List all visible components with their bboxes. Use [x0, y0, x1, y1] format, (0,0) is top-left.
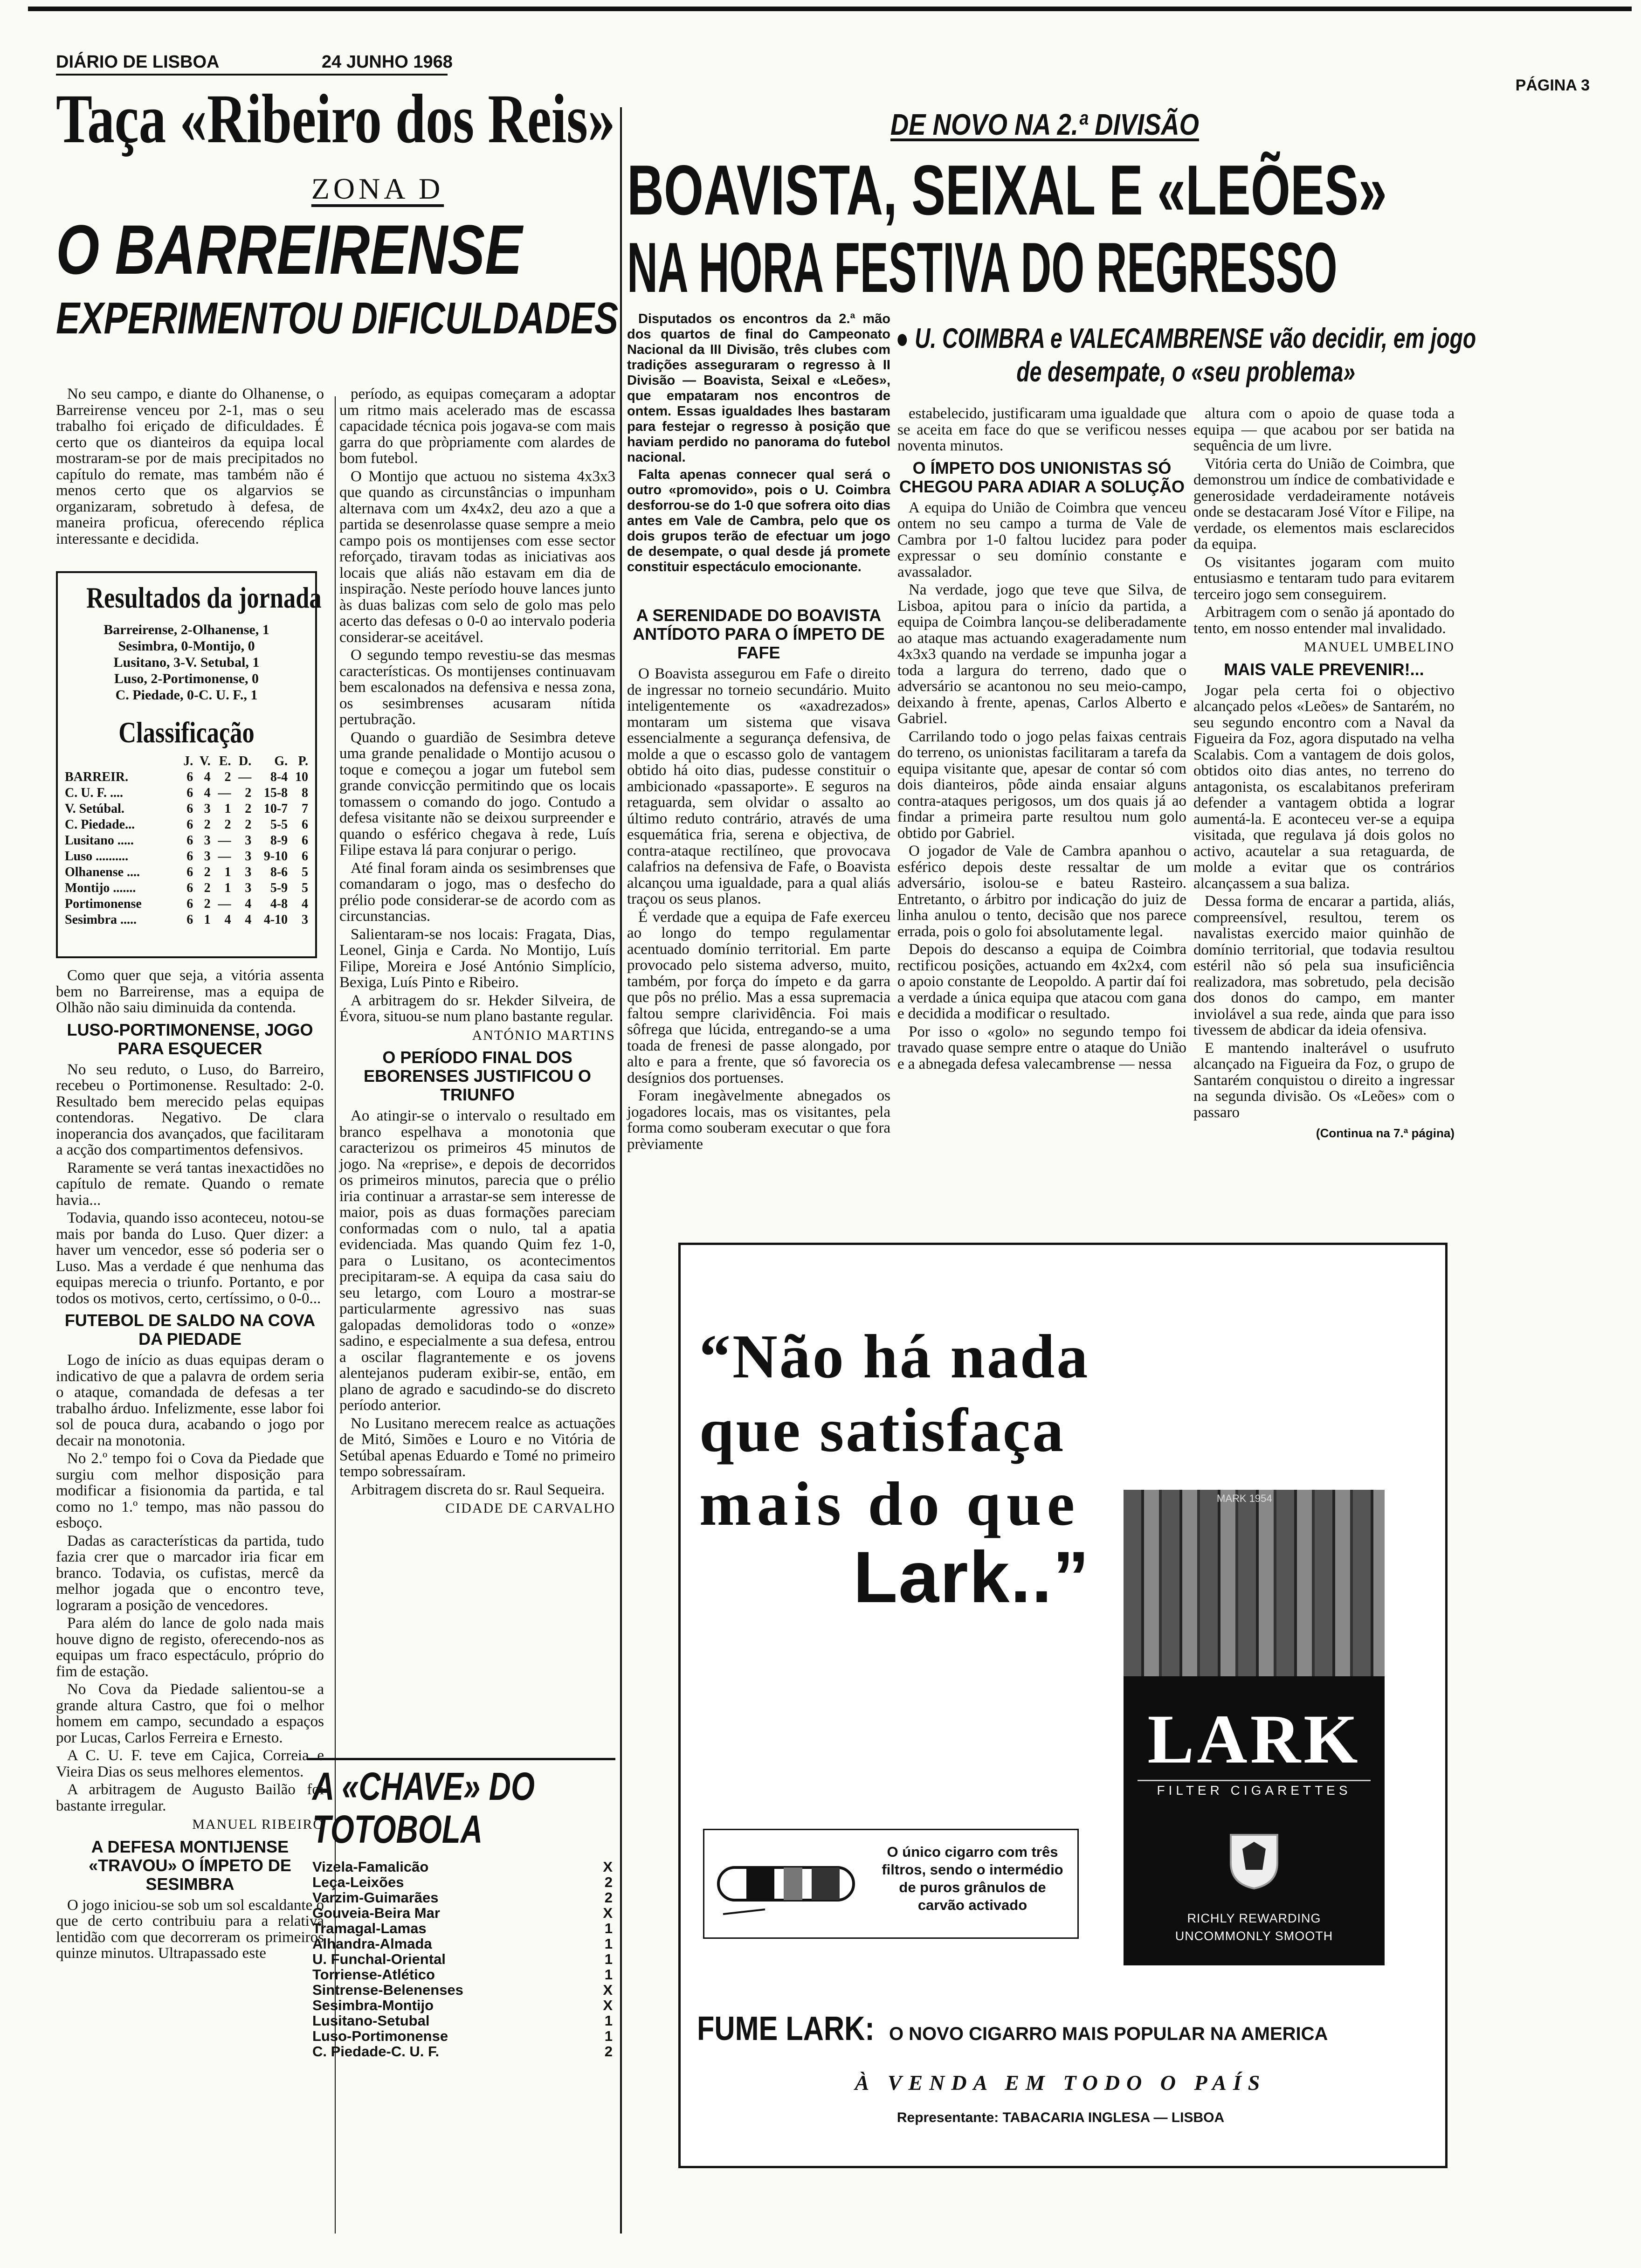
- right-deck: [895, 322, 1476, 389]
- body-paragraph: Dessa forma de encarar a partida, aliás, compreensível, resultou, terem os navalistas exercido maior quinhão de domínio territorial, que todavia resultou estéril não só pela sua insuficiência realizadora, mas sobretudo, pela decisão dos donos do campo, em manter inviolável a sua rede, ainda que para isso tivessem de abdicar da ideia ofensiva.: [1193, 893, 1455, 1038]
- totobola-row: [312, 2044, 613, 2059]
- right-column-1: [627, 606, 890, 1154]
- body-paragraph: No 2.º tempo foi o Cova da Piedade que surgiu com melhor disposição para modificar a fisionomia da partida, e tal como no 1.º tempo, mas não passou do esboço.: [56, 1450, 324, 1531]
- results-list: [64, 622, 309, 703]
- section-heading-cova: FUTEBOL DE SALDO NA COVA DA PIEDADE: [64, 1311, 316, 1348]
- table-row: [64, 896, 309, 912]
- page-number: PÁGINA 3: [1515, 76, 1590, 94]
- byline: ANTÓNIO MARTINS: [472, 1027, 615, 1043]
- right-kicker-text: DE NOVO NA 2.ª DIVISÃO: [890, 108, 1199, 141]
- table-cell: 1: [224, 865, 231, 879]
- totobola-row: [312, 1905, 613, 1921]
- column-rule-main: [620, 107, 622, 2233]
- body-paragraph: Por isso o «golo» no segundo tempo foi travado quase sempre entre o ataque do União e a abnegada defesa valecambrense — nessa: [897, 1023, 1186, 1072]
- column-header: G.: [274, 754, 288, 768]
- ad-representative: Representante: TABACARIA INGLESA — LISBOA: [896, 2110, 1225, 2125]
- table-cell: 2: [245, 786, 252, 800]
- pack-tagline-2: UNCOMMONLY SMOOTH: [1175, 1929, 1333, 1943]
- right-title-line-1: BOAVISTA, SEIXAL E «LEÕES»: [627, 151, 1387, 230]
- top-rule: [28, 7, 1632, 11]
- table-cell: 8-9: [270, 833, 288, 848]
- totobola-pick: 1: [604, 2028, 613, 2044]
- table-cell: 6: [186, 913, 193, 927]
- table-cell: 6: [302, 817, 308, 832]
- lead-paragraph: Falta apenas connecer qual será o outro «promovido», pois o U. Coimbra desforrou-se do 1-0 que sofrera oito dias antes em Vale de Cambra, pelo que os dois grupos terão de efectuar um jogo de desempate, o qual desde já promete constituir espectáculo emocionante.: [627, 467, 890, 574]
- table-cell: 6: [186, 802, 193, 816]
- table-cell: 15-8: [263, 786, 288, 800]
- totobola-match: Luso-Portimonense: [312, 2028, 448, 2044]
- table-cell: 6: [186, 897, 193, 911]
- table-cell: 2: [204, 865, 211, 879]
- right-lead: [627, 311, 890, 577]
- totobola-match: Tramagal-Lamas: [312, 1920, 427, 1936]
- table-cell: 8-6: [270, 865, 288, 879]
- body-paragraph: O segundo tempo revestiu-se das mesmas características. Os montijenses continuavam bem escalonados na defensiva e nessa zona, os sesimbrenses acusaram nítida pertubração.: [339, 647, 615, 728]
- section-heading-serenidade: A SERENIDADE DO BOAVISTA ANTÍDOTO PARA O ÍMPETO DE FAFE: [633, 606, 885, 662]
- totobola-match: Vizela-Famalicão: [312, 1859, 429, 1875]
- totobola-pick: 1: [604, 1936, 613, 1952]
- table-cell: 9-10: [263, 849, 288, 864]
- pack-body: [1124, 1676, 1385, 1965]
- body-paragraph: estabelecido, justificaram uma igualdade que se aceita em face do que se verificou nesses noventa minutos.: [897, 405, 1186, 454]
- totobola-row: [312, 2028, 613, 2044]
- body-paragraph: altura com o apoio de quase toda a equipa — que acabou por ser batida na sequência de um livre.: [1193, 405, 1455, 454]
- section-heading-defesa: A DEFESA MONTIJENSE «TRAVOU» O ÍMPETO DE SESIMBRA: [89, 1837, 291, 1894]
- pack-filter-text: FILTER CIGARETTES: [1138, 1780, 1371, 1798]
- crest-icon: [1226, 1830, 1282, 1891]
- table-row: [64, 880, 309, 896]
- table-cell: 3: [204, 833, 211, 848]
- body-paragraph: Quando o guardião de Sesimbra deteve uma grande penalidade o Montijo acusou o toque e começou a jogar um futebol sem grande convicção permitindo que os locais tomassem o comando do jogo. Contudo a defesa visitante não se deixou surpreender e quando o esférico chegava à rede, Luís Filipe estava lá para conjurar o perigo.: [339, 729, 615, 858]
- byline: MANUEL UMBELINO: [1303, 639, 1455, 655]
- totobola-row: [312, 2013, 613, 2028]
- totobola-row: [312, 1890, 613, 1905]
- classification-table: [64, 754, 309, 928]
- table-cell: 3: [204, 849, 211, 864]
- body-paragraph: É verdade que a equipa de Fafe exerceu ao longo do tempo regulamentar acentuado domínio territorial. Em parte provocado pelo sistema adverso, muito, também, por força do ímpeto e da garra que pôs no prélio. Mas a essa supremacia faltou sempre clarividência. Foi mais sôfrega que lúcida, entregando-se a uma toada de frenesi de passe alongado, por alto e para a frente, que só favorecia os desígnios dos portuenses.: [627, 908, 890, 1086]
- table-cell: Portimonense: [65, 897, 142, 911]
- body-paragraph: Como quer que seja, a vitória assenta bem no Barreirense, mas a equipa de Olhão não saiu diminuida da contenda.: [56, 967, 324, 1016]
- issue-date: 24 JUNHO 1968: [322, 52, 453, 72]
- table-cell: 4: [204, 786, 211, 800]
- kicker-title: Taça «Ribeiro dos Reis»: [56, 80, 615, 158]
- body-paragraph: Dadas as características da partida, tudo fazia crer que o marcador iria ficar em branco. Todavia, os cufistas, mercê da melhor jogada que o encontro teve, lograram a posição de vencedores.: [56, 1532, 324, 1614]
- table-cell: 1: [224, 802, 231, 816]
- right-column-3: [1193, 406, 1455, 1141]
- table-cell: 1: [204, 913, 211, 927]
- table-cell: 6: [186, 770, 193, 784]
- classification-heading: Classificação: [118, 716, 255, 749]
- totobola-title: A «CHAVE» DO TOTOBOLA: [312, 1764, 535, 1851]
- pack-brand: LARK: [1147, 1701, 1361, 1778]
- body-paragraph: Jogar pela certa foi o objectivo alcançado pelos «Leões» de Santarém, no seu segundo encontro com a Naval da Figueira da Foz, agora disputado na velha Scalabis. Com a vantagem de dois golos, obtidos oito dias antes, no terreno do antagonista, os escalabitanos preferiram defender a vantagem obtida a lograr aumentá-la. E aconteceu ver-se a equipa visitada, que regulava já dois golos no activo, acautelar a sua retaguarda, de molde a evitar que os contrários alcançassem a sua baliza.: [1193, 682, 1455, 892]
- table-cell: 3: [245, 849, 252, 864]
- section-heading-impeto: O ÍMPETO DOS UNIONISTAS SÓ CHEGOU PARA ADIAR A SOLUÇÃO: [899, 458, 1185, 496]
- bullet-icon: ●: [896, 323, 909, 354]
- left-column-1: [56, 386, 324, 549]
- table-cell: 10-7: [263, 802, 288, 816]
- body-paragraph: período, as equipas começaram a adoptar um ritmo mais acelerado mas de escassa capacidade técnica pois jogava-se com mais garra do que pròpriamente com alardes de bom futebol.: [339, 386, 615, 467]
- right-kicker: [890, 107, 1199, 142]
- paper-name: DIÁRIO DE LISBOA: [56, 52, 220, 72]
- table-cell: —: [218, 786, 231, 800]
- table-cell: 2: [245, 817, 252, 832]
- totobola-pick: 2: [604, 1889, 613, 1906]
- totobola-match: Sesimbra-Montijo: [312, 1997, 434, 2013]
- fume-label: FUME LARK:: [697, 2010, 875, 2047]
- totobola-match: Lusitano-Setubal: [312, 2012, 430, 2029]
- left-title-block: [56, 80, 619, 344]
- totobola-match: C. Piedade-C. U. F.: [312, 2043, 440, 2060]
- table-cell: 4-8: [270, 897, 288, 911]
- table-cell: 2: [224, 770, 231, 784]
- table-row: [64, 769, 309, 785]
- continued-note: (Continua na 7.ª página): [1316, 1126, 1455, 1140]
- table-cell: 5: [302, 865, 308, 879]
- totobola-row: [312, 1936, 613, 1951]
- column-header: P.: [298, 754, 308, 768]
- table-cell: Montijo .......: [65, 881, 136, 895]
- table-cell: 2: [204, 897, 211, 911]
- table-cell: 5-5: [270, 817, 288, 832]
- totobola-row: [312, 1982, 613, 1998]
- table-cell: 8: [302, 786, 308, 800]
- main-title: O BARREIRENSE: [56, 210, 523, 289]
- table-cell: 6: [302, 849, 308, 864]
- table-cell: 6: [186, 833, 193, 848]
- body-paragraph: Foram inegàvelmente abnegados os jogadores locais, mas os visitantes, pela forma como souberam executar o que fora prèviamente: [627, 1087, 890, 1153]
- section-heading-luso: LUSO-PORTIMONENSE, JOGO PARA ESQUECER: [67, 1020, 313, 1058]
- deck-text: U. COIMBRA e VALECAMBRENSE vão decidir, em jogo de desempate, o «seu problema»: [915, 323, 1476, 387]
- column-header: V.: [200, 754, 211, 768]
- body-paragraph: No Lusitano merecem realce as actuações de Mitó, Simões e Louro e no Vitória de Setúbal apenas Eduardo e Tomé no primeiro tempo sobressaíram.: [339, 1415, 615, 1480]
- slogan-line: que satisfaça: [699, 1396, 1066, 1465]
- table-cell: —: [218, 897, 231, 911]
- table-cell: 2: [204, 817, 211, 832]
- table-row: [64, 785, 309, 801]
- totobola-pick: 1: [604, 2012, 613, 2029]
- body-paragraph: Carrilando todo o jogo pelas faixas centrais do terreno, os unionistas facilitaram a tarefa da equipa visitante que, apesar de contar só com dois dianteiros, pôde ainda ensaiar alguns contra-ataques perigosos, um dos quais já ao findar a primeira parte resultou num golo obtido por Gabriel.: [897, 728, 1186, 842]
- table-cell: 3: [245, 881, 252, 895]
- body-paragraph: E mantendo inalterável o usufruto alcançado na Figueira da Foz, o grupo de Santarém conquistou o direito a ingressar na segunda divisão. Os «Leões» com o passaro: [1193, 1039, 1455, 1121]
- totobola-match: Leça-Leixões: [312, 1874, 404, 1890]
- totobola-pick: 1: [604, 1966, 613, 1983]
- body-paragraph: A C. U. F. teve em Cajica, Correia e Vieira Dias os seus melhores elementos.: [56, 1747, 324, 1780]
- table-cell: 3: [204, 802, 211, 816]
- fume-slogan: O NOVO CIGARRO MAIS POPULAR NA AMERICA: [889, 2024, 1328, 2044]
- masthead-rule: [56, 74, 448, 76]
- table-cell: 1: [224, 881, 231, 895]
- body-paragraph: Arbitragem com o senão já apontado do tento, em nosso entender mal invalidado.: [1193, 604, 1455, 637]
- totobola-row: [312, 1951, 613, 1967]
- body-paragraph: Os visitantes jogaram com muito entusiasmo e tentaram tudo para evitarem terceiro jogo sem conseguirem.: [1193, 553, 1455, 603]
- totobola-row: [312, 1874, 613, 1890]
- body-paragraph: No seu reduto, o Luso, do Barreiro, recebeu o Portimonense. Resultado: 2-0. Resultado bem merecido pelas equipas contendoras. Negativo. De clara inoperancia dos avançados, que facilitaram a acção dos compartimentos defensivos.: [56, 1061, 324, 1158]
- table-cell: 6: [302, 833, 308, 848]
- body-paragraph: A equipa do União de Coimbra que venceu ontem no seu campo a turma de Vale de Cambra por 1-0 faltou lucidez para poder expressar o seu domínio constante e avassalador.: [897, 499, 1186, 581]
- slogan-line: Lark..”: [853, 1537, 1090, 1618]
- table-cell: 6: [186, 865, 193, 879]
- body-paragraph: O jogo iniciou-se sob um sol escaldante o que de certo contribuiu para a relativa lentidão com que decorreram os primeiros quinze minutos. Ultrapassado este: [56, 1896, 324, 1962]
- table-cell: C. U. F. ....: [65, 786, 123, 800]
- result-line: Luso, 2-Portimonense, 0: [114, 671, 259, 686]
- lark-advertisement: [678, 1243, 1448, 2168]
- body-paragraph: O Montijo que actuou no sistema 4x3x3 que quando as circunstâncias o impunham alternava com um 4x4x2, deu azo a que a partida se desenrolasse quase sempre a meio campo pois os montijenses com esse sector reforçado, tiravam todas as iniciativas aos locais que aliás não estavam em dia de inspiração. Neste período houve lances junto às duas balizas com selo de golo mas pelo acerto das defesas o 0-0 ao intervalo poderia considerar-se aceitável.: [339, 468, 615, 646]
- table-cell: 5-9: [270, 881, 288, 895]
- byline: CIDADE DE CARVALHO: [445, 1500, 615, 1516]
- table-cell: 4: [224, 913, 231, 927]
- table-row: [64, 833, 309, 849]
- filter-diagram-icon: [714, 1844, 863, 1923]
- column-header: [64, 754, 178, 769]
- table-header-row: [64, 754, 309, 769]
- result-line: Lusitano, 3-V. Setubal, 1: [113, 655, 260, 670]
- table-cell: 6: [186, 817, 193, 832]
- results-box: [56, 571, 322, 958]
- result-line: C. Piedade, 0-C. U. F., 1: [115, 687, 258, 703]
- filter-panel: [703, 1829, 1079, 1939]
- table-cell: 6: [186, 881, 193, 895]
- column-header: E.: [219, 754, 231, 768]
- totobola-row: [312, 1967, 613, 1982]
- table-row: [64, 801, 309, 817]
- slogan-line: mais do que: [699, 1469, 1081, 1538]
- filter-text: O único cigarro com três filtros, sendo o intermédio de puros grânulos de carvão activado: [882, 1844, 1063, 1913]
- body-paragraph: Todavia, quando isso aconteceu, notou-se mais por banda do Luso. Quer dizer: a haver um vencedor, esse só poderia ser o Luso. Mas a verdade é que nenhuma das equipas merecia o triunfo. Portanto, e por todos os motivos, certo, certíssimo, o 0-0...: [56, 1210, 324, 1307]
- left-column-1b: [56, 968, 324, 1964]
- table-cell: Luso ..........: [65, 849, 129, 864]
- column-header: D.: [239, 754, 252, 768]
- totobola-pick: X: [603, 1905, 613, 1921]
- table-row: [64, 912, 309, 928]
- table-cell: 3: [245, 865, 252, 879]
- body-paragraph: Depois do descanso a equipa de Coimbra rectificou posições, actuando em 4x2x4, com o apoio constante de Leopoldo. A partir daí foi a verdade a única equipa que atacou com gana e decidida a modificar o resultado.: [897, 941, 1186, 1022]
- body-paragraph: Arbitragem discreta do sr. Raul Sequeira.: [351, 1481, 605, 1498]
- body-paragraph: Para além do lance de golo nada mais houve digno de registo, oferecendo-nos as equipas um fraco espectáculo, próprio do fim de estação.: [56, 1615, 324, 1680]
- right-title-line-2: NA HORA FESTIVA DO REGRESSO: [627, 228, 1338, 307]
- totobola-list: [312, 1859, 613, 2059]
- totobola-match: U. Funchal-Oriental: [312, 1951, 446, 1967]
- body-paragraph: O Boavista assegurou em Fafe o direito de ingressar no torneio secundário. Muito inteligentemente os «axadrezados» montaram um sistema que visava essencialmente a segurança defensiva, de molde a que o escasso golo de vantagem obtido há oito dias, pudesse constituir o ambicionado «passaporte». E seguros na retaguarda, sem olvidar o assalto ao último reduto contrário, através de uma esquemática fria, serena e objectiva, de contra-ataque rectilíneo, que provocava calafrios na defensiva de Fafe, o Boavista alcançou uma igualdade, para a qual aliás traçou os seus planos.: [627, 665, 890, 907]
- totobola-row: [312, 1998, 613, 2013]
- table-cell: 4-10: [263, 913, 288, 927]
- totobola-match: Sintrense-Belenenses: [312, 1982, 463, 1998]
- body-paragraph: Logo de início as duas equipas deram o indicativo de que a palavra de ordem seria o ataque, comandada de defesas a ter trabalho árduo. Infelizmente, esse labor foi sol de pouca dura, acabando o jogo por decair na monotonia.: [56, 1352, 324, 1449]
- ad-slogan: [699, 1320, 1090, 1618]
- body-paragraph: No Cova da Piedade salientou-se a grande altura Castro, que foi o melhor homem em campo, secundado a espaços por Lucas, Carlos Ferreira e Ernesto.: [56, 1681, 324, 1746]
- body-paragraph: No seu campo, e diante do Olhanense, o Barreirense venceu por 2-1, mas o seu trabalho foi eriçado de dificuldades. É certo que os dianteiros da equipa local mostraram-se por de mais precipitados no capítulo do remate, mas também não é menos certo que os algarvios se organizaram, sobretudo à defesa, de maneira proficua, oferecendo réplica interessante e decidida.: [56, 386, 324, 547]
- totobola-pick: X: [603, 1982, 613, 1998]
- totobola-row: [312, 1921, 613, 1936]
- totobola-pick: 1: [604, 1951, 613, 1967]
- totobola-pick: X: [603, 1997, 613, 2013]
- left-column-2: [339, 386, 615, 1521]
- table-cell: 4: [245, 913, 252, 927]
- right-column-2: [897, 406, 1186, 1074]
- ad-fume-line: [697, 2010, 1434, 2048]
- section-heading-eborenses: O PERÍODO FINAL DOS EBORENSES JUSTIFICOU O TRIUNFO: [363, 1048, 592, 1104]
- table-cell: 7: [302, 802, 308, 816]
- masthead: [56, 52, 1594, 94]
- table-cell: 4: [204, 770, 211, 784]
- table-cell: 3: [302, 913, 308, 927]
- body-paragraph: Na verdade, jogo que teve que Silva, de Lisboa, apitou para o início da partida, a equipa de Coimbra lançou-se deliberadamente ao ataque mas actuando exageradamente num 4x3x3 quando na verdade se impunha jogar a toda a largura do terreno, dado que o adversário se acantonou no seu meio-campo, deixando à frente, apenas, Carlos Alberto e Gabriel.: [897, 581, 1186, 727]
- body-paragraph: A arbitragem do sr. Hekder Silveira, de Évora, situou-se num plano bastante regular.: [339, 992, 615, 1025]
- totobola-pick: 1: [604, 1920, 613, 1936]
- table-cell: 2: [224, 817, 231, 832]
- table-cell: Sesimbra .....: [65, 913, 137, 927]
- pack-tagline: [1124, 1909, 1385, 1945]
- body-paragraph: A arbitragem de Augusto Bailão foi bastante irregular.: [56, 1781, 324, 1814]
- pack-top-text: MARK 1954: [1217, 1493, 1272, 1504]
- table-cell: V. Setúbal.: [65, 802, 124, 816]
- table-cell: 6: [186, 849, 193, 864]
- column-header: J.: [183, 754, 193, 768]
- table-cell: 3: [245, 833, 252, 848]
- table-cell: 5: [302, 881, 308, 895]
- pack-tagline-1: RICHLY REWARDING: [1187, 1911, 1321, 1925]
- result-line: Sesimbra, 0-Montijo, 0: [118, 638, 255, 654]
- table-cell: C. Piedade...: [65, 817, 135, 832]
- zone-label: ZONA D: [311, 172, 444, 205]
- table-row: [64, 817, 309, 833]
- table-cell: 2: [245, 802, 252, 816]
- totobola-match: Gouveia-Beira Mar: [312, 1905, 440, 1921]
- body-paragraph: O jogador de Vale de Cambra apanhou o esférico depois deste ressaltar de um adversário, isolou-se e bateu Rasteiro. Entretanto, o árbitro por indicação do juiz de linha anulou o tento, decisão que nos parece errada, pois o golo foi absolutamente legal.: [897, 843, 1186, 940]
- totobola-match: Varzim-Guimarães: [312, 1889, 439, 1906]
- byline: MANUEL RIBEIRO: [192, 1817, 324, 1832]
- body-paragraph: Vitória certa do União de Coimbra, que demonstrou um índice de combatividade e generosidade verdadeiramente notáveis onde se destacaram José Vítor e Filipe, na verdade, os elementos mais esclarecidos da equipa.: [1193, 455, 1455, 553]
- table-cell: 8-4: [270, 770, 288, 784]
- table-cell: —: [218, 849, 231, 864]
- totobola-match: Torriense-Atlético: [312, 1966, 435, 1983]
- results-heading: Resultados da jornada: [86, 581, 322, 614]
- table-cell: 6: [186, 786, 193, 800]
- main-subtitle: EXPERIMENTOU DIFICULDADES: [56, 293, 619, 343]
- body-paragraph: Até final foram ainda os sesimbrenses que comandaram o jogo, mas o desfecho do prélio pode considerar-se de acordo com as circunstancias.: [339, 859, 615, 925]
- table-row: [64, 849, 309, 864]
- totobola-match: Alhandra-Almada: [312, 1936, 432, 1952]
- table-cell: Olhanense ....: [65, 865, 140, 879]
- body-paragraph: Ao atingir-se o intervalo o resultado em branco espelhava a monotonia que caracterizou os primeiros 45 minutos de jogo. Na «reprise», e depois de decorridos os primeiros minutos, parecia que o prélio iria continuar a arrastar-se sem interesse de maior, pois as duas formações pareciam conformadas com o nulo, tal a apatia evidenciada. Mas quando Quim fez 1-0, para o Lusitano, os acontecimentos precipitaram-se. A equipa da casa saiu do seu letargo, com Louro a mostrar-se particularmente agressivo nas suas galopadas demolidoras todo o «onze» sadino, e especialmente a sua defesa, entrou a oscilar flagrantemente e os jovens alentejanos puderam exibir-se, então, em plano de agrado e sacudindo-se do discreto período anterior.: [339, 1107, 615, 1414]
- table-cell: —: [238, 770, 252, 784]
- table-row: [64, 864, 309, 880]
- cigarettes-icon: [1124, 1490, 1385, 1676]
- ad-venda: À VENDA EM TODO O PAÍS: [855, 2071, 1267, 2095]
- table-cell: 4: [245, 897, 252, 911]
- totobola-pick: 2: [604, 1874, 613, 1890]
- cigarette-pack: [1124, 1490, 1385, 1965]
- table-cell: 10: [295, 770, 308, 784]
- table-cell: BARREIR.: [65, 770, 129, 784]
- body-paragraph: Salientaram-se nos locais: Fragata, Dias, Leonel, Ginja e Carda. No Montijo, Luís Filipe, Moreira e José António Simplício, Bexiga, Luís Pinto e Ribeiro.: [339, 926, 615, 991]
- table-cell: Lusitano .....: [65, 833, 134, 848]
- result-line: Barreirense, 2-Olhanense, 1: [103, 622, 269, 637]
- table-cell: 4: [302, 897, 308, 911]
- body-paragraph: Raramente se verá tantas inexactidões no capítulo de remate. Quando o remate havia...: [56, 1159, 324, 1209]
- table-cell: 2: [204, 881, 211, 895]
- lead-paragraph: Disputados os encontros da 2.ª mão dos quartos de final do Campeonato Nacional da III Divisão, três clubes com tradições asseguraram o regresso à II Divisão — Boavista, Seixal e «Leões», que empataram nos encontros de ontem. Essas igualdades lhes bastaram para festejar o regresso à posição que haviam perdido no panorama do futebol nacional.: [627, 311, 890, 465]
- totobola-row: [312, 1859, 613, 1874]
- totobola-pick: X: [603, 1859, 613, 1875]
- totobola-box: [308, 1758, 615, 2087]
- slogan-line: “Não há nada: [699, 1322, 1090, 1391]
- section-heading-prevenir: MAIS VALE PREVENIR!...: [1224, 659, 1424, 679]
- totobola-pick: 2: [604, 2043, 613, 2060]
- table-cell: —: [218, 833, 231, 848]
